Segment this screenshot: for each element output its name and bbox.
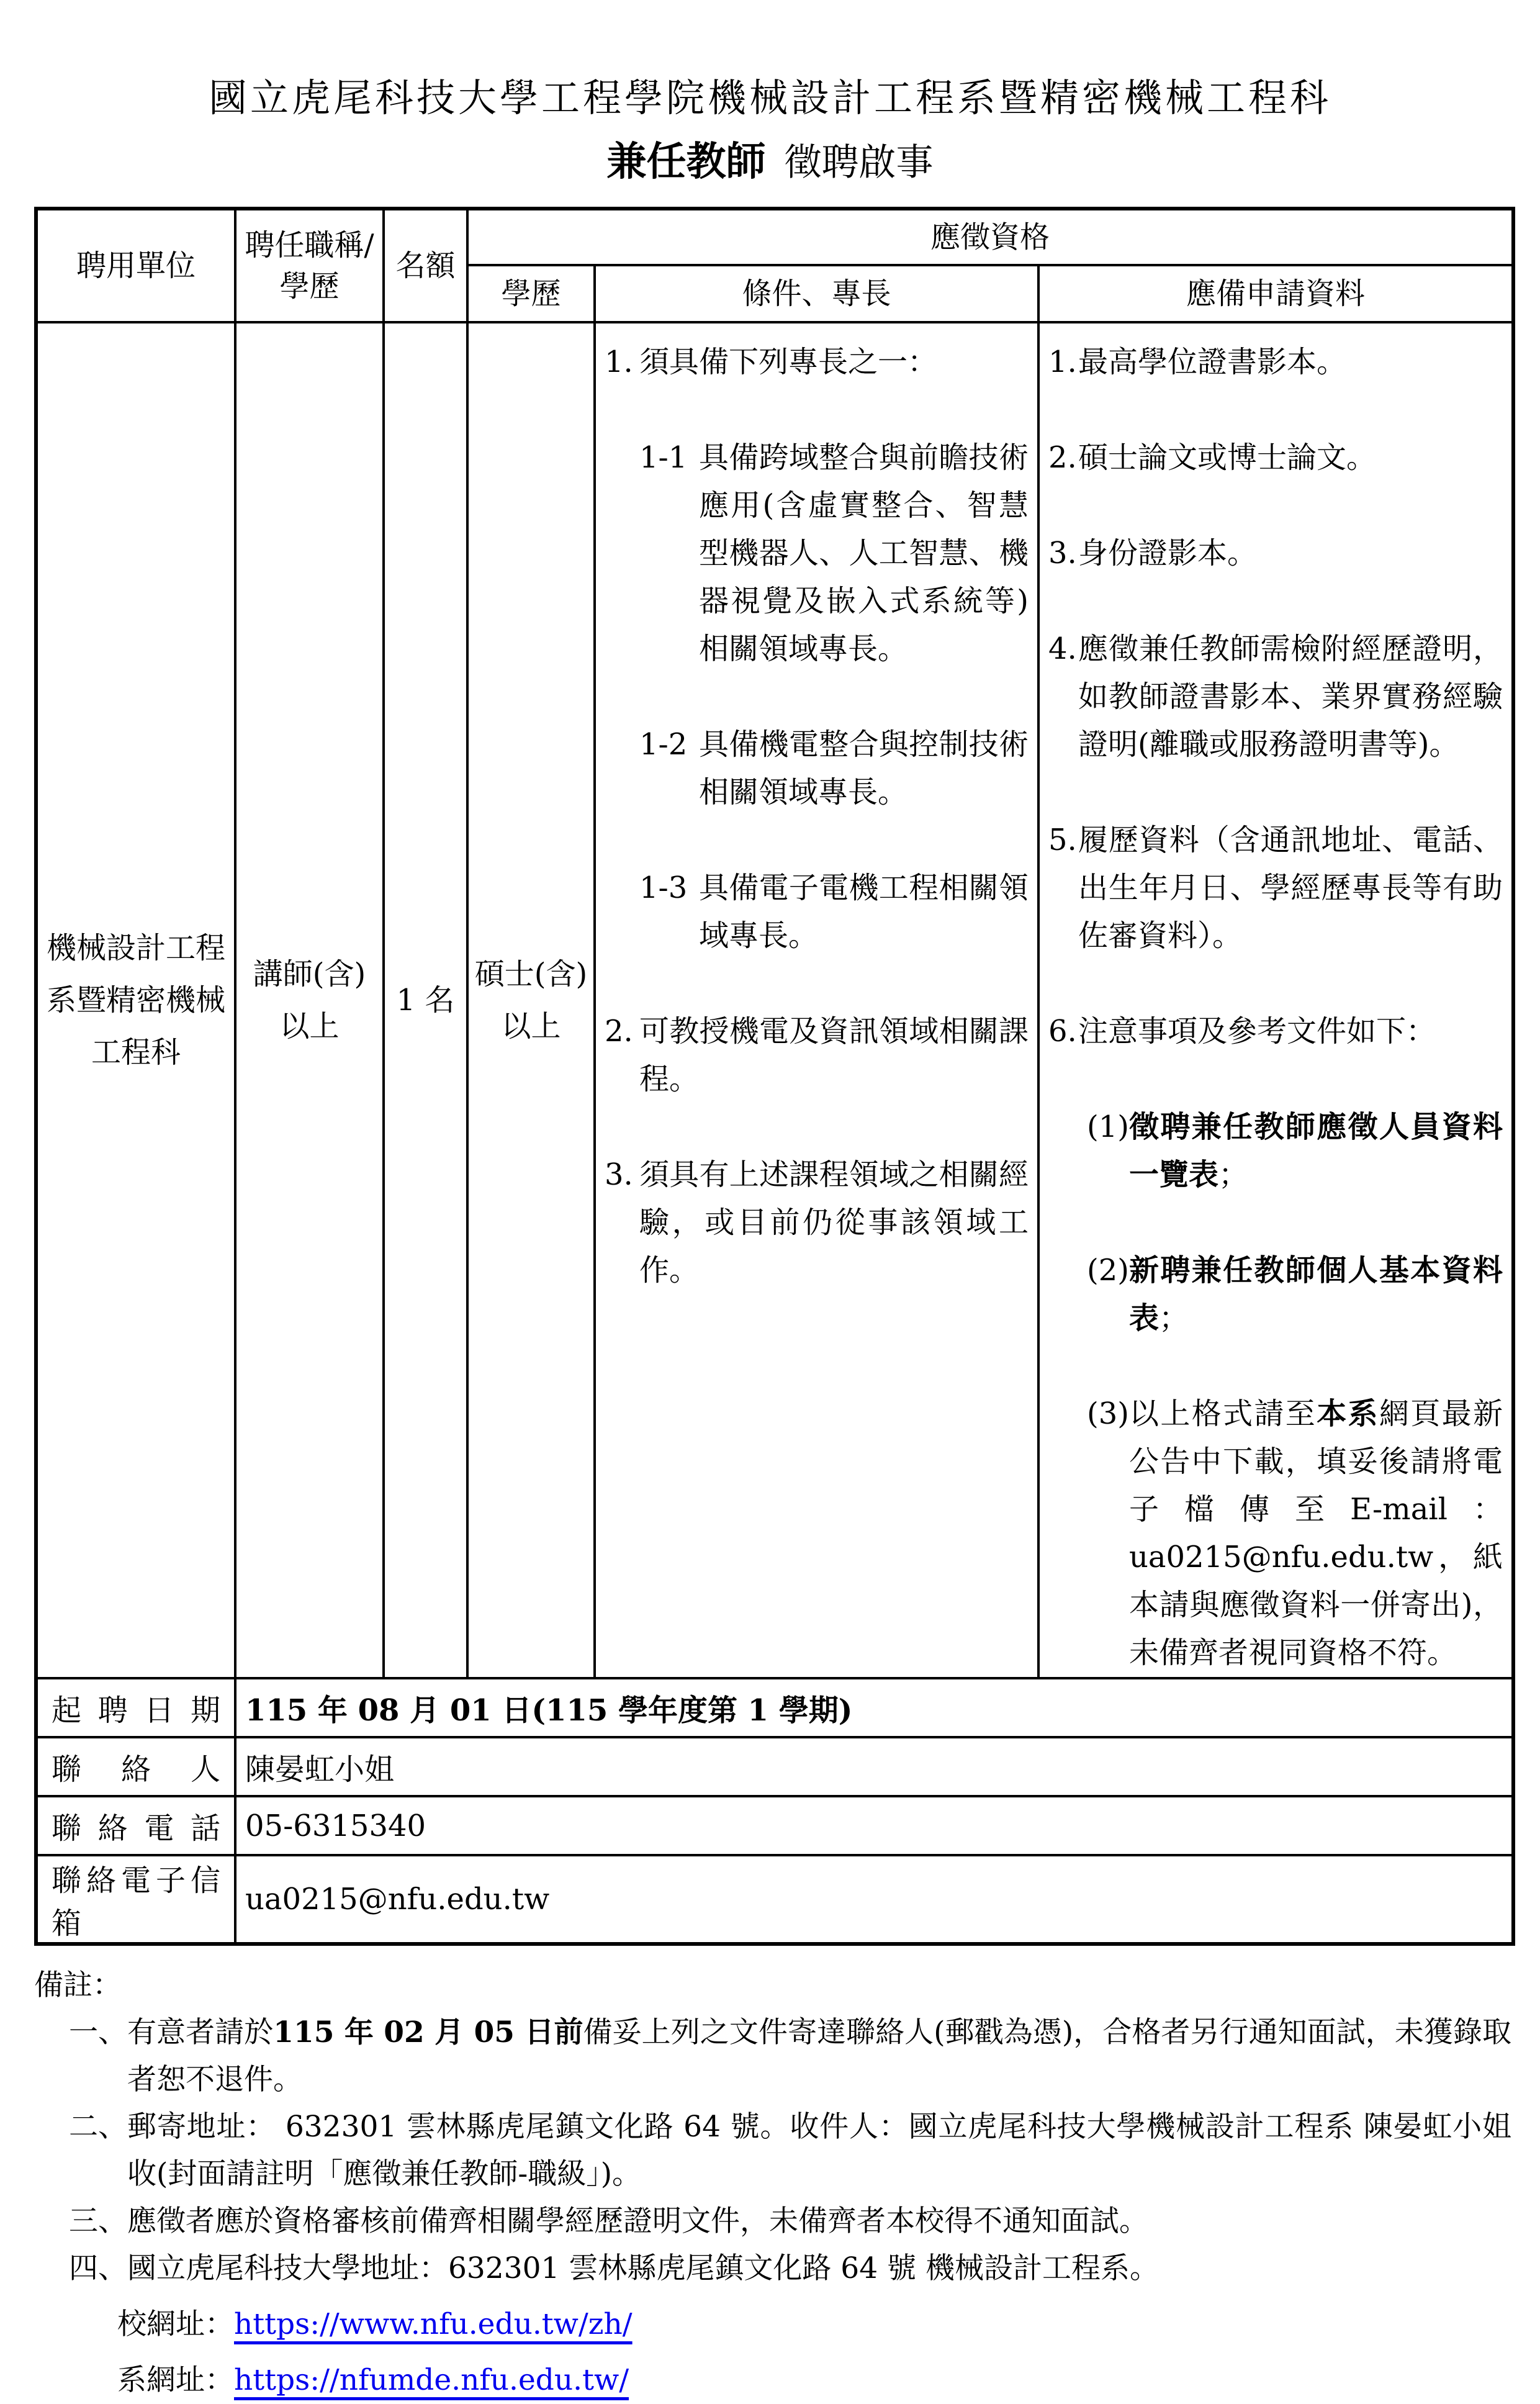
condition-subitem-text: 具備跨域整合與前瞻技術應用(含虛實整合、智慧型機器人、人工智慧、機器視覺及嵌入式系統等)相關領域專長。 <box>699 440 1029 666</box>
note-2-text: 郵寄地址： 632301 雲林縣虎尾鎮文化路 64 號。收件人：國立虎尾科技大學機械設計工程系 陳晏虹小姐收(封面請註明「應徵兼任教師-職級」)。 <box>127 2110 1511 2191</box>
cell-quota: 1 名 <box>384 322 467 1678</box>
note-4-text: 國立虎尾科技大學地址：632301 雲林縣虎尾鎮文化路 64 號 機械設計工程系。 <box>127 2251 1159 2285</box>
document-item <box>1048 1008 1503 1055</box>
department-website-label: 系網址： <box>117 2363 234 2397</box>
document-reference-text <box>1129 1103 1503 1199</box>
condition-subitem <box>605 434 1029 673</box>
notes-section <box>34 1962 1511 2404</box>
contact-person-label: 聯絡人 <box>36 1737 235 1796</box>
start-date-value: 115 年 08 月 01 日(115 學年度第 1 學期) <box>235 1678 1513 1737</box>
document-reference-number: (1) <box>1087 1109 1129 1144</box>
note-3-number: 三、 <box>69 2204 127 2238</box>
document-title <box>0 0 1540 187</box>
hiring-unit-line3: 工程科 <box>91 1035 181 1070</box>
document-reference-bold: 新聘兼任教師個人基本資料表 <box>1129 1253 1503 1335</box>
note-3-text: 應徵者應於資格審核前備齊相關學經歷證明文件，未備齊者本校得不通知面試。 <box>127 2204 1148 2238</box>
document-item-text: 履歷資料（含通訊地址、電話、出生年月日、學經歷專長等有助佐審資料）。 <box>1078 823 1503 953</box>
condition-subitem-number: 1-3 <box>639 870 688 905</box>
document-item-text: 碩士論文或博士論文。 <box>1078 440 1377 475</box>
note-1-deadline: 115 年 02 月 05 日前 <box>273 2015 583 2049</box>
department-website-link[interactable]: https://nfumde.nfu.edu.tw/ <box>234 2363 629 2397</box>
school-website-link[interactable]: https://www.nfu.edu.tw/zh/ <box>234 2307 633 2341</box>
subheader-conditions: 條件、專長 <box>595 265 1038 322</box>
education-line2: 以上 <box>501 1009 561 1044</box>
document-reference-text <box>1129 1247 1503 1342</box>
note-1-pre: 有意者請於 <box>127 2015 274 2049</box>
note-item-1 <box>34 2009 1511 2104</box>
cell-rank <box>235 322 384 1678</box>
condition-item-text: 可教授機電及資訊領域相關課程。 <box>639 1014 1029 1096</box>
condition-subitem <box>605 864 1029 960</box>
condition-item <box>605 1008 1029 1103</box>
document-reference-tail: ； <box>1159 1301 1189 1335</box>
school-website-label: 校網址： <box>117 2307 234 2341</box>
document-item-text: 身份證影本。 <box>1078 536 1258 571</box>
subheader-education: 學歷 <box>467 265 595 322</box>
title-line-1: 國立虎尾科技大學工程學院機械設計工程系暨精密機械工程科 <box>208 75 1331 120</box>
rank-line1: 講師(含) <box>253 957 366 992</box>
note-item-2 <box>34 2104 1511 2198</box>
document-item-text: 注意事項及參考文件如下： <box>1078 1014 1436 1049</box>
hiring-unit-line1: 機械設計工程 <box>46 931 225 965</box>
condition-item-number: 2. <box>605 1014 633 1049</box>
header-quota: 名額 <box>384 209 467 322</box>
cell-education <box>467 322 595 1678</box>
document-item <box>1048 434 1503 482</box>
note-1-tail: 備妥上列之文件寄達聯絡人(郵戳為憑)，合格者另行通知面試，未獲錄取者恕不退件。 <box>127 2015 1512 2097</box>
document-item-number: 3. <box>1048 536 1077 571</box>
document-item-number: 5. <box>1048 823 1077 857</box>
start-date-label: 起聘日期 <box>36 1678 235 1737</box>
document-item-number: 2. <box>1048 440 1077 475</box>
document-reference-item <box>1048 1390 1503 1677</box>
contact-phone-value: 05-6315340 <box>235 1796 1513 1855</box>
condition-subitem <box>605 721 1029 816</box>
condition-item-number: 3. <box>605 1157 633 1192</box>
document-reference-tail: ； <box>1218 1157 1249 1192</box>
condition-item-text: 須具備下列專長之一： <box>639 345 938 379</box>
condition-subitem-text: 具備機電整合與控制技術相關領域專長。 <box>699 727 1029 810</box>
hiring-unit-line2: 系暨精密機械 <box>46 983 225 1018</box>
document-item-number: 6. <box>1048 1014 1077 1049</box>
document-reference-number: (3) <box>1087 1396 1129 1431</box>
education-line1: 碩士(含) <box>474 957 588 992</box>
cell-conditions <box>595 322 1038 1678</box>
condition-item-number: 1. <box>605 345 633 379</box>
document-item <box>1048 816 1503 960</box>
subheader-documents: 應備申請資料 <box>1038 265 1513 322</box>
contact-email-label: 聯絡電子信箱 <box>36 1855 235 1944</box>
contact-email-value: ua0215@nfu.edu.tw <box>235 1855 1513 1944</box>
document-reference-item <box>1048 1103 1503 1199</box>
condition-item <box>605 1151 1029 1295</box>
cell-documents <box>1038 322 1513 1678</box>
header-qualification: 應徵資格 <box>467 209 1513 265</box>
recruitment-table <box>34 207 1515 1946</box>
document-reference-bold: 徵聘兼任教師應徵人員資料一覽表 <box>1129 1109 1503 1192</box>
condition-item-text: 須具有上述課程領域之相關經驗，或目前仍從事該領域工作。 <box>639 1157 1029 1288</box>
department-website-line <box>34 2357 1511 2404</box>
note-2-number: 二、 <box>69 2110 127 2144</box>
document-reference-number: (2) <box>1087 1253 1129 1288</box>
header-rank-education <box>235 209 384 322</box>
header-rank-line1: 聘任職稱/ <box>245 228 374 263</box>
rank-line2: 以上 <box>279 1009 340 1044</box>
contact-person-value: 陳晏虹小姐 <box>235 1737 1513 1796</box>
condition-subitem-number: 1-2 <box>639 727 688 762</box>
title-line-2-regular: 徵聘啟事 <box>784 141 934 184</box>
document-reference-text <box>1129 1390 1503 1677</box>
document-item-number: 1. <box>1048 345 1077 379</box>
note-item-3 <box>34 2198 1511 2245</box>
document-reference-item <box>1048 1247 1503 1342</box>
cell-hiring-unit <box>36 322 235 1678</box>
note-item-4 <box>34 2245 1511 2292</box>
contact-phone-label: 聯絡電話 <box>36 1796 235 1855</box>
document-item-text: 最高學位證書影本。 <box>1078 345 1347 379</box>
condition-subitem-text: 具備電子電機工程相關領域專長。 <box>699 870 1029 953</box>
header-hiring-unit: 聘用單位 <box>36 209 235 322</box>
document-item-text: 應徵兼任教師需檢附經歷證明，如教師證書影本、業界實務經驗證明(離職或服務證明書等)。 <box>1078 631 1503 762</box>
note-1-number: 一、 <box>69 2015 127 2049</box>
document-reference-tail: 網頁最新公告中下載，填妥後請將電子檔傳至E-mail：ua0215@nfu.edu.tw，紙本請與應徵資料一併寄出)，未備齊者視同資格不符。 <box>1129 1396 1503 1670</box>
header-rank-line2: 學歷 <box>279 269 340 304</box>
document-reference-pre: 以上格式請至 <box>1129 1396 1317 1431</box>
document-item <box>1048 625 1503 769</box>
document-item <box>1048 338 1503 386</box>
document-item-number: 4. <box>1048 631 1077 666</box>
document-item <box>1048 530 1503 577</box>
condition-subitem-number: 1-1 <box>639 440 688 475</box>
condition-item <box>605 338 1029 386</box>
note-4-number: 四、 <box>69 2251 127 2285</box>
title-line-2-bold: 兼任教師 <box>606 138 766 185</box>
note-1-text <box>127 2009 1511 2104</box>
title-line-2 <box>0 138 1540 187</box>
notes-heading: 備註： <box>34 1968 122 2002</box>
school-website-line <box>34 2301 1511 2348</box>
document-reference-bold: 本系 <box>1317 1396 1379 1431</box>
